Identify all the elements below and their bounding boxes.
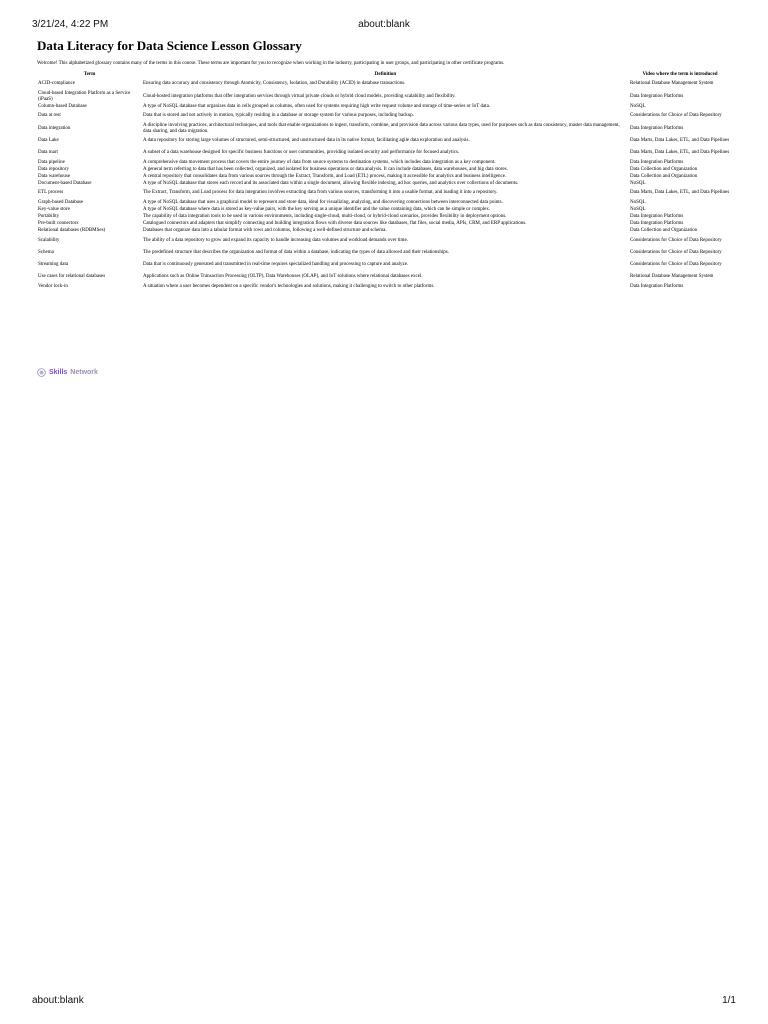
glossary-document [37, 38, 731, 290]
print-datetime: 3/21/24, 4:22 PM [32, 19, 109, 30]
glossary-table [37, 71, 731, 290]
video-cell: Data Collection and Organization [630, 227, 698, 233]
definition-cell: The predefined structure that describes the organization and format of data within a database, indicating the types of data allowed and their relationships. [143, 249, 449, 255]
video-cell: Data Marts, Data Lakes, ETL, and Data Pipelines [630, 190, 730, 196]
video-cell: Relational Database Management System [630, 274, 714, 280]
video-cell: Data Marts, Data Lakes, ETL, and Data Pipelines [630, 150, 730, 156]
column-header-video: Video where the term is introduced [642, 72, 718, 77]
table-row [37, 213, 731, 220]
glossary-rows [37, 78, 731, 290]
video-cell: NoSQL [630, 207, 646, 212]
print-header-url: about:blank [358, 19, 410, 30]
video-cell: Data Integration Platforms [630, 125, 684, 131]
video-cell: Data Integration Platforms [630, 283, 684, 289]
video-cell: Data Collection and Organization [630, 173, 698, 179]
definition-cell: A type of NoSQL database that organizes data in cells grouped as columns, often used for systems requiring high write request volume and storage of time-series or IoT data. [143, 103, 491, 109]
table-row [37, 271, 731, 283]
term-cell: Data pipeline [38, 159, 65, 165]
table-row [37, 90, 731, 103]
table-row [37, 187, 731, 199]
table-row [37, 78, 731, 90]
video-cell: Data Marts, Data Lakes, ETL, and Data Pipelines [630, 138, 730, 144]
definition-cell: Databases that organize data into a tabular format with rows and columns, following a well-defined structure and schema. [143, 227, 387, 233]
video-cell: Data Collection and Organization [630, 166, 698, 172]
table-row [37, 283, 731, 290]
video-cell: Data Integration Platforms [630, 93, 684, 99]
table-row [37, 180, 731, 187]
table-row [37, 166, 731, 173]
term-cell: Data Lake [38, 138, 59, 144]
definition-cell: A subset of a data warehouse designed for specific business functions or user communities, providing isolated security and performance for focused analytics. [143, 150, 460, 156]
print-footer-url: about:blank [32, 995, 84, 1006]
definition-cell: A general term referring to data that has been collected, organized, and isolated for business operations or data analysis. It can include databases, data warehouses, and big data stores. [143, 166, 508, 172]
definition-cell: A type of NoSQL database that uses a graphical model to represent and store data, ideal for visualizing, analyzing, and discovering connections between interconnected data points. [143, 200, 503, 206]
definition-cell: A situation where a user becomes dependent on a specific vendor's technologies and solutions, making it challenging to switch to other platforms. [143, 283, 435, 289]
term-cell: Vendor lock-in [38, 283, 68, 289]
definition-cell: A central repository that consolidates data from various sources through the Extract, Transform, and Load (ETL) process, making it accessible for analytics and business intelligence. [143, 173, 507, 179]
page-title: Data Literacy for Data Science Lesson Glossary [37, 38, 302, 53]
video-cell: NoSQL [630, 103, 646, 109]
definition-cell: A type of NoSQL database that stores each record and its associated data within a single document, allowing flexible indexing, ad hoc queries, and analytics over collections of documents. [143, 180, 519, 186]
term-cell: Data at rest [38, 113, 61, 119]
table-row [37, 173, 731, 180]
term-cell: Use cases for relational databases [38, 274, 106, 280]
video-cell: Data Integration Platforms [630, 159, 684, 165]
term-cell: Column-based Database [38, 103, 87, 109]
definition-cell: A type of NoSQL database where data is stored as key-value pairs, with the key serving as a unique identifier and the value containing data, which can be simple or complex. [143, 207, 491, 212]
definition-cell: Applications such as Online Transaction Processing (OLTP), Data Warehouses (OLAP), and IoT solutions where relational databases excel. [143, 274, 423, 280]
definition-cell: Data that is continuously generated and transmitted in real-time requires specialized handling and processing to capture and analyze. [143, 261, 409, 267]
video-cell: Data Integration Platforms [630, 220, 684, 226]
table-row [37, 247, 731, 259]
definition-cell: Catalogued connectors and adapters that simplify connecting and building integration flows with diverse data sources like databases, flat files, social media, APIs, CRM, and ERP applications. [143, 220, 527, 226]
logo-word-skills: Skills [49, 369, 68, 376]
table-row [37, 206, 731, 213]
term-cell: ACID-compliance [38, 81, 75, 87]
table-row [37, 135, 731, 147]
term-cell: Key-value store [38, 207, 70, 212]
table-row [37, 259, 731, 271]
print-page-number: 1/1 [722, 995, 736, 1006]
definition-cell: The capability of data integration tools to be used in various environments, including single-cloud, multi-cloud, or hybrid-cloud scenarios, provides flexibility in deployment options. [143, 213, 507, 219]
term-cell: Portability [38, 213, 60, 219]
table-row [37, 234, 731, 246]
video-cell: Considerations for Choice of Data Repository [630, 237, 722, 243]
term-cell: Document-based Database [38, 180, 92, 186]
table-row [37, 227, 731, 234]
term-cell: Data mart [38, 150, 58, 156]
definition-cell: A discipline involving practices, architectural techniques, and tools that enable organizations to ingest, transform, combine, and provision data across various data types, used for purposes such as data consistency, master data management, data sharing, and data migration. [143, 122, 620, 134]
video-cell: Considerations for Choice of Data Repository [630, 113, 722, 119]
video-cell: Considerations for Choice of Data Repository [630, 249, 722, 255]
skills-network-logo-icon [37, 368, 46, 377]
column-header-definition: Definition [374, 72, 397, 77]
video-cell: NoSQL [630, 200, 646, 206]
term-cell: Graph-based Database [38, 200, 84, 206]
term-cell: Relational databases (RDBMSes) [38, 227, 106, 233]
skills-network-logo [37, 368, 98, 377]
term-cell: Data repository [38, 166, 69, 172]
video-cell: NoSQL [630, 180, 646, 186]
definition-cell: Data that is stored and not actively in motion, typically residing in a database or storage system for various purposes, including backup. [143, 113, 415, 119]
term-cell: ETL process [38, 190, 64, 196]
table-row [37, 159, 731, 166]
table-row [37, 147, 731, 159]
term-cell: Pre-built connectors [38, 220, 79, 226]
video-cell: Data Integration Platforms [630, 213, 684, 219]
term-cell: Scalability [38, 237, 60, 243]
video-cell: Relational Database Management System [630, 81, 714, 87]
term-cell: Cloud-based Integration Platform as a Service (iPaaS) [38, 90, 131, 102]
intro-paragraph: Welcome! This alphabetized glossary contains many of the terms in this course. These terms are important for you to recognize when working in the industry, participating in user groups, and participating in other certificate programs. [37, 61, 505, 66]
definition-cell: A comprehensive data movement process that covers the entire journey of data from source systems to destination systems, which includes data integration as a key component. [143, 159, 496, 165]
table-row [37, 199, 731, 206]
video-cell: Considerations for Choice of Data Repository [630, 261, 722, 267]
definition-cell: Ensuring data accuracy and consistency through Atomicity, Consistency, Isolation, and Durability (ACID) in database transactions. [143, 81, 406, 87]
table-header-row [37, 71, 731, 78]
definition-cell: Cloud-hosted integration platforms that offer integration services through virtual private clouds or hybrid cloud models, providing scalability and flexibility. [143, 93, 456, 99]
logo-word-network: Network [70, 369, 98, 376]
definition-cell: A data repository for storing large volumes of structured, semi-structured, and unstructured data in its native format, facilitating agile data exploration and analysis. [143, 138, 470, 144]
definition-cell: The ability of a data repository to grow and expand its capacity to handle increasing data volumes and workload demands over time. [143, 237, 408, 243]
table-row [37, 103, 731, 110]
term-cell: Schema [38, 249, 54, 255]
table-row [37, 110, 731, 122]
term-cell: Data warehouse [38, 173, 71, 179]
term-cell: Streaming data [38, 261, 69, 267]
table-row [37, 220, 731, 227]
term-cell: Data integration [38, 125, 71, 131]
table-row [37, 122, 731, 135]
definition-cell: The Extract, Transform, and Load process for data integration involves extracting data from various sources, transforming it into a usable format, and loading it into a repository. [143, 190, 498, 196]
column-header-term: Term [83, 72, 96, 77]
